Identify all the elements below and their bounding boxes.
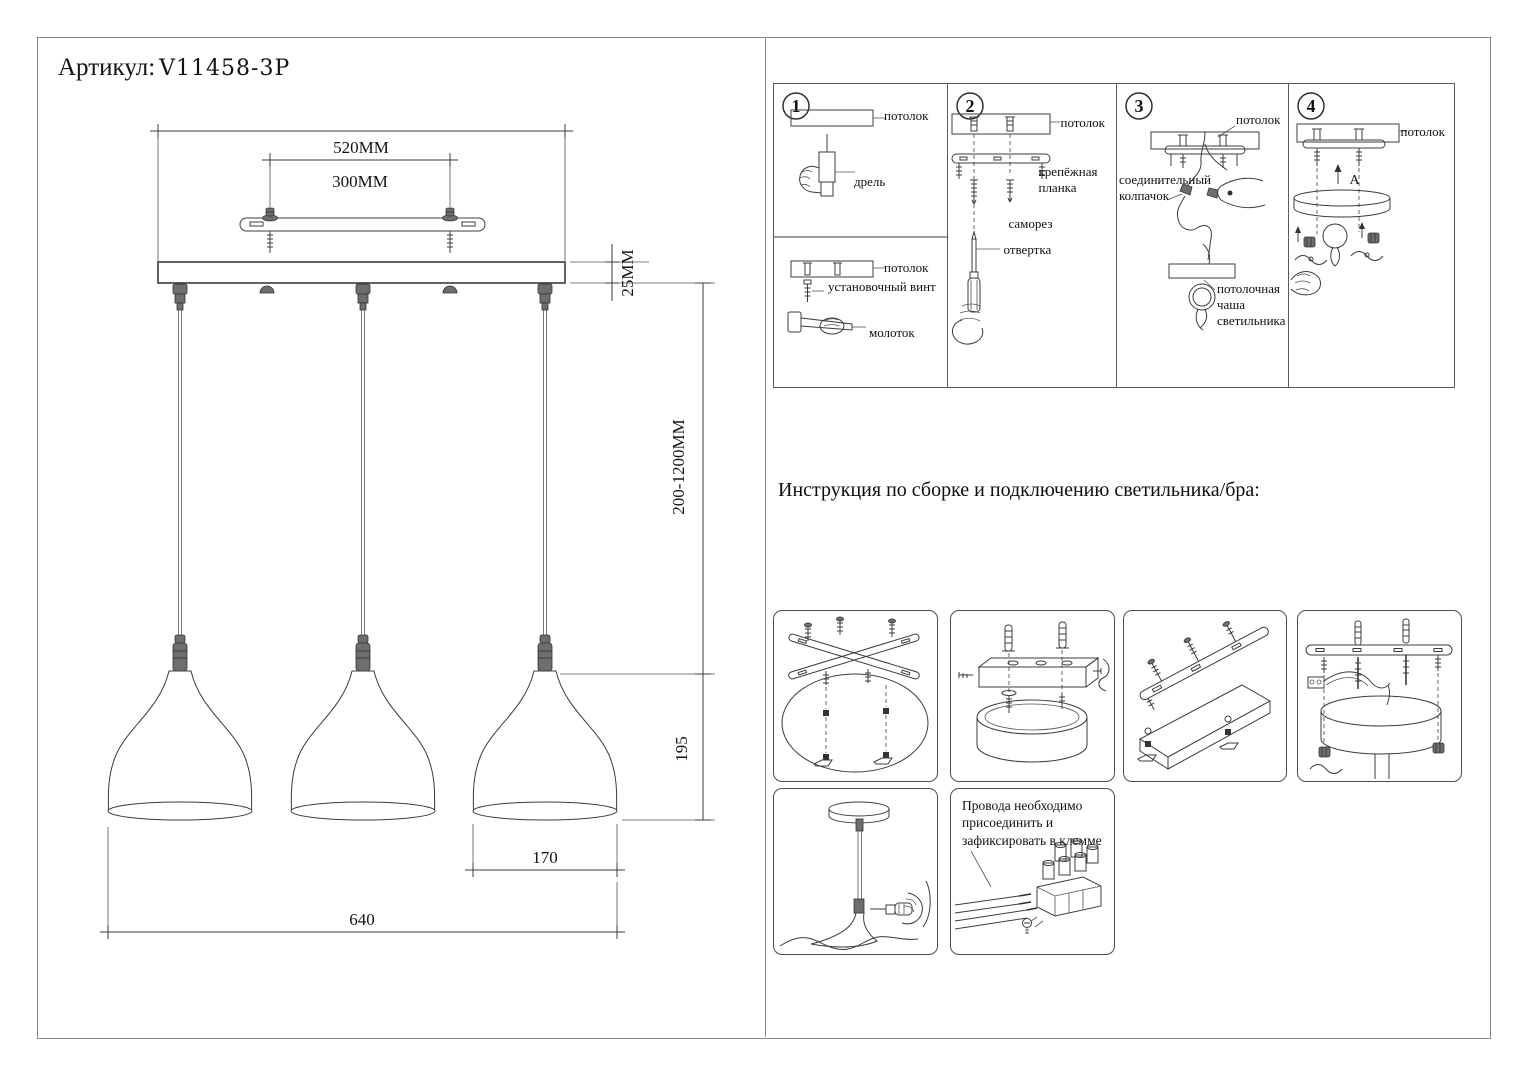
wing-bracket-icon <box>1310 765 1342 774</box>
step-4 <box>1289 84 1454 387</box>
diagram-bracket-drum-canopy <box>950 610 1115 782</box>
svg-text:3: 3 <box>1134 96 1144 116</box>
article-label: Артикул: <box>58 54 156 81</box>
label-hammer: молоток <box>869 325 915 340</box>
screw-icon <box>805 617 896 685</box>
panel-divider <box>765 37 766 1037</box>
label-screw: саморез <box>1008 216 1053 231</box>
shade <box>108 635 252 820</box>
screwdriver-icon <box>953 232 1001 344</box>
label-set-screw: установочный винт <box>828 279 936 294</box>
step-3 <box>1117 84 1290 387</box>
diagram-pendant-adjustment <box>773 788 938 955</box>
cord-grips <box>173 284 552 310</box>
round-canopy-icon <box>782 674 928 772</box>
rect-canopy-icon <box>1140 685 1270 769</box>
label-ceiling: потолок <box>884 260 929 275</box>
mounting-strip <box>240 208 485 253</box>
diagram-terminal-block <box>950 788 1115 955</box>
svg-text:1: 1 <box>791 96 801 116</box>
screw-icon <box>1321 655 1441 689</box>
dim-shade-diameter: 170 <box>532 848 558 867</box>
wall-plug-icon <box>1002 622 1069 651</box>
plate-cap <box>260 286 274 293</box>
dim-plate-thickness: 25MM <box>618 249 637 297</box>
lamp-shades <box>108 635 617 820</box>
ceiling-icon <box>952 114 1050 134</box>
label-ceiling: потолок <box>1400 124 1445 139</box>
label-ceiling: потолок <box>884 108 929 123</box>
label-arrow-a: A <box>1349 173 1360 188</box>
cord-grip-icon <box>854 899 864 913</box>
hand-icon <box>902 881 930 927</box>
bracket-strip-icon <box>952 154 1050 179</box>
mounting-strip-icon <box>1126 611 1276 713</box>
section-title: Инструкция по сборке и подключению светильника/бра: <box>778 479 1260 501</box>
label-ceiling: потолок <box>1235 112 1281 127</box>
cable-icon <box>858 831 862 899</box>
diagram-cross-bars-round-canopy <box>773 610 938 782</box>
step-1 <box>774 84 948 387</box>
svg-text:2: 2 <box>965 96 975 116</box>
screwdriver-icon <box>870 903 912 915</box>
bracket-strip-icon <box>1303 129 1385 166</box>
label-ceiling: потолок <box>1060 115 1105 130</box>
label-screwdriver: отвертка <box>1003 242 1052 257</box>
ground-line <box>780 937 918 950</box>
plate-cap <box>443 286 457 293</box>
bracket-strip-icon <box>1165 135 1245 168</box>
ceiling-icon <box>1297 124 1399 142</box>
ceiling-plate <box>158 262 565 283</box>
wall-plug-icon <box>1355 619 1409 645</box>
ceiling-icon <box>791 110 873 126</box>
dim-overall-width: 640 <box>349 910 375 929</box>
cup-plate-icon <box>1169 264 1235 278</box>
diagram-strip-rect-canopy <box>1123 610 1287 782</box>
label-ceiling-cup: потолочная чаша светильника <box>1216 281 1286 328</box>
terminal-note: Провода необходимо присоединить и зафиксировать в клемме <box>962 798 1102 848</box>
foot-bracket-icon <box>814 752 892 766</box>
arrow-up-icon <box>1335 164 1342 184</box>
shade <box>473 635 617 820</box>
label-connector-cap: соединительный колпачок <box>1118 172 1212 203</box>
mounting-strip-icon <box>1306 645 1452 655</box>
cone-shade-icon <box>811 913 877 947</box>
leader-line <box>971 851 991 887</box>
diagram-strip-round-canopy-wires <box>1297 610 1462 782</box>
wire-terminal-icon <box>1308 672 1390 705</box>
canopy-disk-icon <box>1294 190 1390 217</box>
assembly-steps-panel <box>773 83 1455 388</box>
dim-plate-width: 520MM <box>333 138 389 157</box>
screw-icon <box>970 180 1014 204</box>
loose-screw-icon <box>1023 919 1032 935</box>
label-bracket: крепёжная планка <box>1038 164 1098 195</box>
cap-nut-icon <box>1304 233 1379 247</box>
wire-icon <box>1203 244 1210 264</box>
suspension-cables <box>179 310 547 637</box>
drum-canopy-icon <box>1321 696 1441 779</box>
article-number: V11458-3P <box>159 56 291 81</box>
dim-hole-spacing: 300MM <box>332 172 388 191</box>
ring-hook-icon <box>1189 284 1215 330</box>
wall-plug-icon <box>969 117 1015 131</box>
drill-icon <box>800 134 855 196</box>
terminal-screw-cylinder <box>1043 839 1098 880</box>
pendant-lamp-technical-drawing <box>37 37 765 1038</box>
terminal-block-icon <box>1023 839 1102 935</box>
hook-icon <box>1099 659 1109 691</box>
hammer-icon <box>788 312 866 334</box>
drum-canopy-icon <box>977 700 1087 762</box>
label-drill: дрель <box>854 174 886 189</box>
mounting-bracket-icon <box>979 658 1098 687</box>
pliers-icon <box>1217 178 1265 207</box>
shade <box>291 635 435 820</box>
cord-grip-icon <box>856 819 863 831</box>
anchor-holes-icon <box>803 263 842 275</box>
cap-nut-icon <box>1319 743 1444 757</box>
dim-shade-height: 195 <box>672 736 691 762</box>
step-2 <box>948 84 1117 387</box>
set-screw-icon <box>804 280 824 302</box>
svg-text:4: 4 <box>1306 96 1316 116</box>
dim-suspension: 200-1200MM <box>669 419 688 515</box>
wires-icon <box>955 894 1037 929</box>
hand-icon <box>1291 272 1321 295</box>
